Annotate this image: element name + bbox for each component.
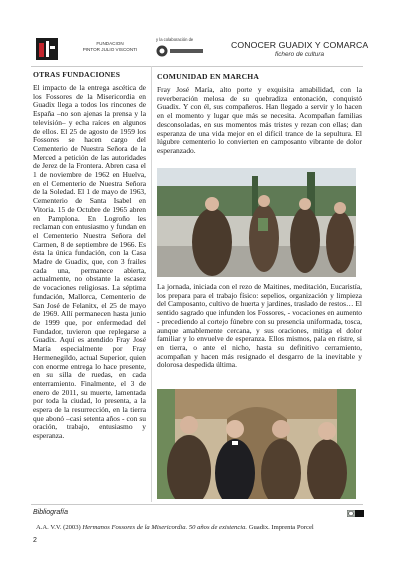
footer-divider	[31, 504, 363, 505]
friars-group-photo	[157, 389, 356, 499]
left-column-text: El impacto de la entrega ascética de los Fossores de la Misericordia en Guadix llega a todos los rincones de España –no son ajenas la prensa y la televisión– y echa raíces en algunos de ellos. El 25 de agosto de 1959 los Fossores se hacen cargo del Cementerio de Nuestra Señora de la Merced a petición de las autoridades de Jerez de la Frontera. Abren casa el 1 de noviembre de 1962 en Huelva, en el Cementerio de Nuestra Señora de la Soledad. El 1 de mayo de 1963, Cementerio de Santa Isabel en Vitoria. 15 de Octubre de 1965 abren en Pamplona. En Logroño les reclaman con entusiasmo y fundan en el Cementerio Nuestra Señora del Carmen, 8 de septiembre de 1966. Es ésta la única fundación, con la Casa Madre de Guadix, que, con 3 frailes cada una, permanece abierta, actualmente, no obstante la escasez de vocaciones religiosas. La séptima fundación, Mallorca, Cementerio de San José de Felanitx, el 25 de mayo de 1969. Allí permanecen hasta junio de 1999 que, por enfermedad del Fundador, tuvieron que replegarse a Guadix. Aquí es atendido Fray José María especialmente por Fray Hermenegildo, actual Superior, quien con enorme entrega lo hace presente, en su silla de ruedas, en cada enterramiento. Finalmente, el 3 de enero de 2011, su muerte, lamentada por toda la ciudad, lo presenta, a la espera de la resurrección, en la tierra que abonó –casi setenta años - con su oración, trabajo, entusiasmo y esperanza.	[33, 83, 146, 441]
reference-authors: A.A. V.V. (2003)	[36, 524, 83, 531]
bibliography-label: Bibliografía	[33, 509, 69, 516]
foundation-line1: FUNDACION	[96, 41, 124, 46]
foundation-logo-icon	[36, 38, 58, 60]
header-divider	[31, 66, 363, 67]
right-paragraph-1: Fray José María, alto porte y exquisita amabilidad, con la reverberación melosa de su quebradiza entonación, conquistó Guadix. Y con él, sus compañeros. Han llegado a servir y lo hacen en el momento y lugar que más se necesita. Acompañan familias desconsoladas, en sus momentos más tristes y rezan con ellas; dan esperanza de una vida mejor en el difícil trance de la sepultura. El lúgubre cementerio lo convierten en camposanto vibrante de dolor esperanzado.	[157, 85, 362, 155]
foundation-name	[78, 41, 142, 53]
right-paragraph-2: La jornada, iniciada con el rezo de Maitines, meditación, Eucaristía, los prepara para el trabajo físico: sepelios, organización y limpieza del Camposanto, cultivo de huerta y jardines, traslado de restos… El sentido sagrado que infunden los Fossores, - vocaciones en aumento - precediendo al cortejo fúnebre con su presencia uniformada, tosca, aunque amablemente cercana, y sus oraciones, mitiga el dolor familiar y lo envuelve de esperanza. Ellos mismos, pala en ristre, si en tierra, o ante el nicho, hasta su definitivo cerramiento, acompañan y hacen más resignado el desgarro de la inevitable y dolorosa despedida última.	[157, 282, 362, 370]
bibliography-reference	[36, 524, 314, 531]
column-divider	[151, 66, 152, 502]
right-section-title: COMUNIDAD EN MARCHA	[157, 72, 260, 81]
friars-cemetery-photo	[157, 168, 356, 277]
creative-commons-icon	[347, 510, 364, 517]
brand-title: CONOCER GUADIX Y COMARCA	[231, 40, 369, 50]
brand-subtitle: fichero de cultura	[275, 51, 325, 58]
collaboration-label: y la colaboración de	[156, 37, 194, 42]
reference-title: Hermanos Fossores de la Misericordia. 50 años de existencia.	[82, 524, 248, 531]
page-number: 2	[33, 537, 37, 544]
collaborator-logo-icon	[156, 44, 204, 58]
page-header	[0, 30, 400, 64]
foundation-line2: PINTOR JULIO VISCONTI	[82, 47, 138, 52]
reference-publisher: Guadix. Imprenta Porcel	[247, 524, 314, 531]
left-section-title: OTRAS FUNDACIONES	[33, 70, 121, 79]
